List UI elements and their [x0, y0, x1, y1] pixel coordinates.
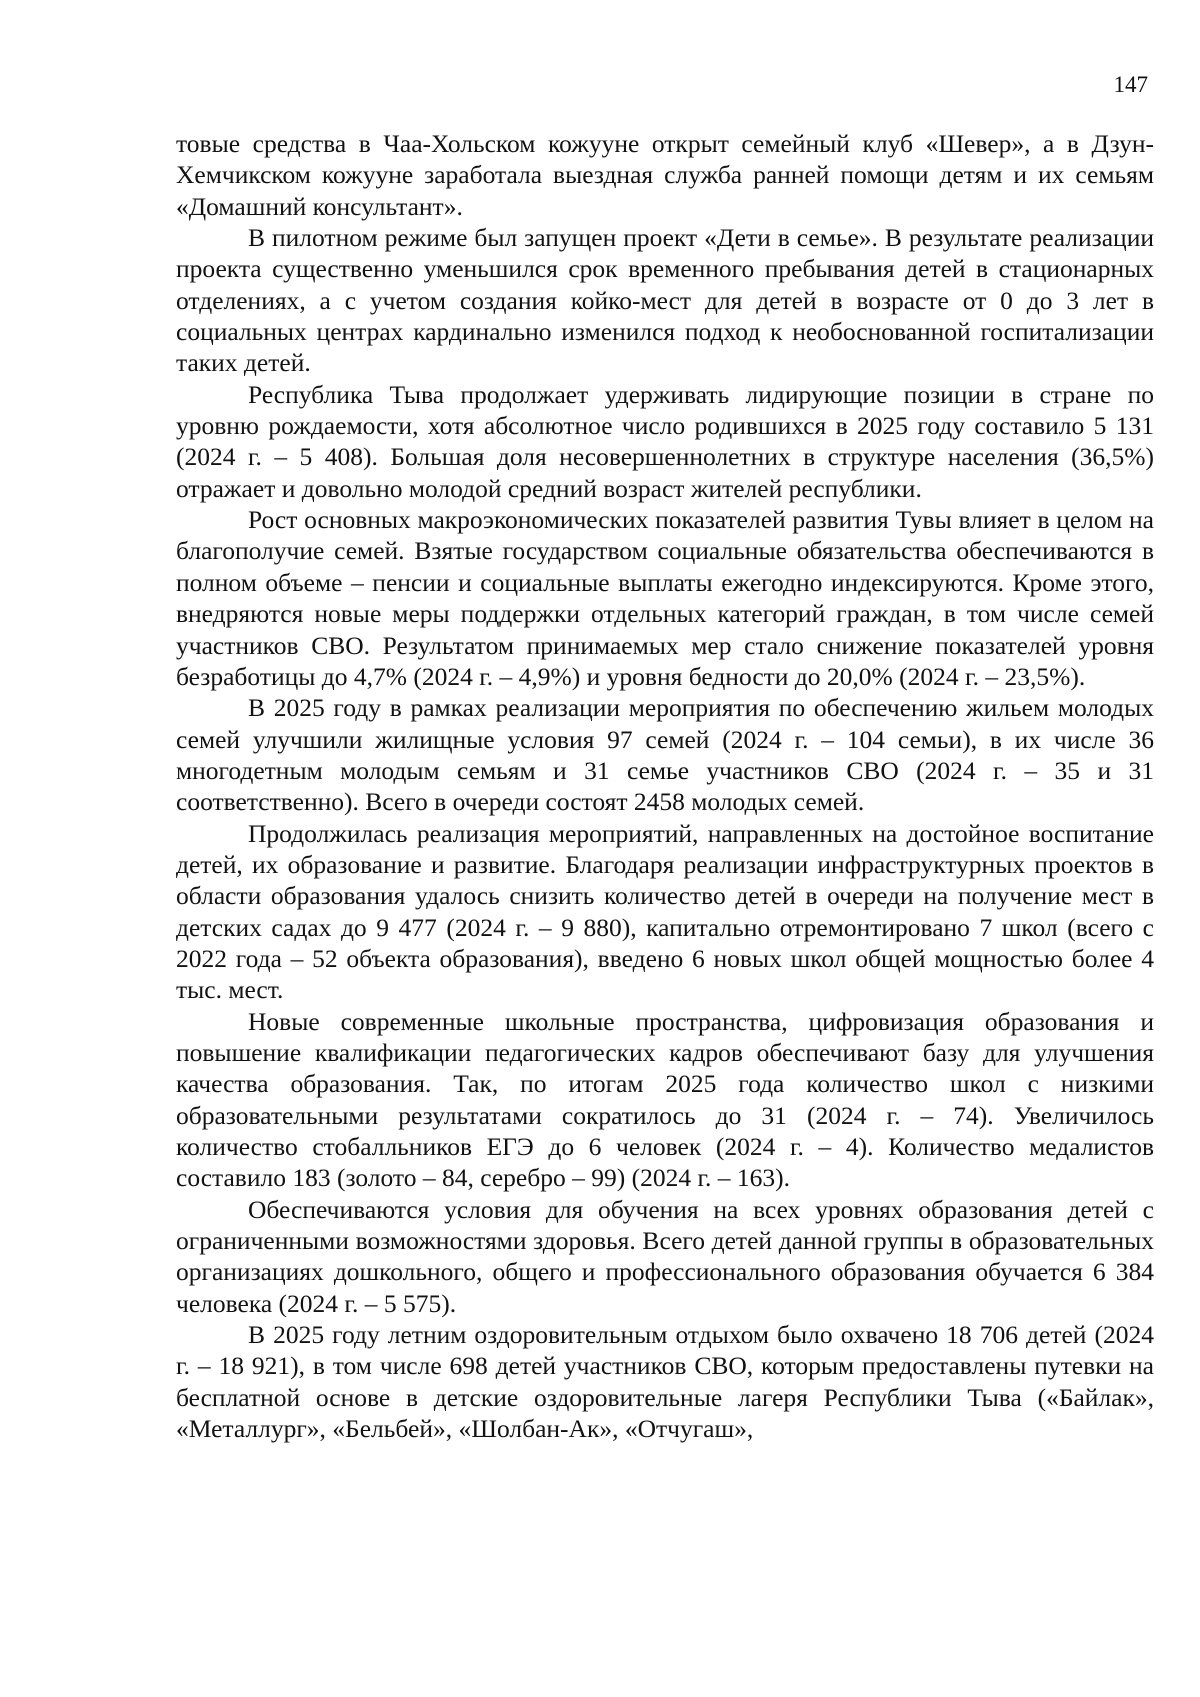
paragraph-summer-camps: В 2025 году летним оздоровительным отдыхом было охвачено 18 706 детей (2024 г. – 18 921), в том числе 698 детей участников СВО, которым предоставлены путевки на бесплатной основе в детские оздоровительные лагеря Республики Тыва («Байлак», «Металлург», «Бельбей», «Шолбан-Ак», «Отчугаш»,	[176, 1320, 1154, 1444]
paragraph-education-quality: Новые современные школьные пространства, цифровизация образования и повышение квалификации педагогических кадров обеспечивают базу для улучшения качества образования. Так, по итогам 2025 года количество школ с низкими образовательными результатами сократилось до 31 (2024 г. – 74). Увеличилось количество стобалльников ЕГЭ до 6 человек (2024 г. – 4). Количество медалистов составило 183 (золото – 84, серебро – 99) (2024 г. – 163).	[176, 1006, 1154, 1193]
paragraph-housing: В 2025 году в рамках реализации мероприятия по обеспечению жильем молодых семей улучшили жилищные условия 97 семей (2024 г. – 104 семьи), в их числе 36 многодетным молодым семьям и 31 семье участников СВО (2024 г. – 35 и 31 соответственно). Всего в очереди состоят 2458 молодых семей.	[176, 693, 1154, 817]
paragraph-disabilities: Обеспечиваются условия для обучения на всех уровнях образования детей с ограниченными возможностями здоровья. Всего детей данной группы в образовательных организациях дошкольного, общего и профессионального образования обучается 6 384 человека (2024 г. – 5 575).	[176, 1194, 1154, 1318]
body-text	[176, 128, 1154, 1444]
paragraph-continuation: товые средства в Чаа-Хольском кожууне открыт семейный клуб «Шевер», а в Дзун-Хемчикском кожууне заработала выездная служба ранней помощи детям и их семьям «Домашний консультант».	[176, 129, 1154, 221]
page-number: 147	[1113, 72, 1148, 97]
paragraph-macroeconomic: Рост основных макроэкономических показателей развития Тувы влияет в целом на благополучие семей. Взятые государством социальные обязательства обеспечиваются в полном объеме – пенсии и социальные выплаты ежегодно индексируются. Кроме этого, внедряются новые меры поддержки отдельных категорий граждан, в том числе семей участников СВО. Результатом принимаемых мер стало снижение показателей уровня безработицы до 4,7% (2024 г. – 4,9%) и уровня бедности до 20,0% (2024 г. – 23,5%).	[176, 505, 1154, 691]
paragraph-education-infrastructure: Продолжилась реализация мероприятий, направленных на достойное воспитание детей, их образование и развитие. Благодаря реализации инфраструктурных проектов в области образования удалось снизить количество детей в очереди на получение мест в детских садах до 9 477 (2024 г. – 9 880), капитально отремонтировано 7 школ (всего с 2022 года – 52 объекта образования), введено 6 новых школ общей мощностью более 4 тыс. мест.	[176, 818, 1154, 1005]
paragraph-pilot-project: В пилотном режиме был запущен проект «Дети в семье». В результате реализации проекта существенно уменьшился срок временного пребывания детей в стационарных отделениях, а с учетом создания койко-мест для детей в возрасте от 0 до 3 лет в социальных центрах кардинально изменился подход к необоснованной госпитализации таких детей.	[176, 223, 1154, 378]
paragraph-birth-rate: Республика Тыва продолжает удерживать лидирующие позиции в стране по уровню рождаемости, хотя абсолютное число родившихся в 2025 году составило 5 131 (2024 г. – 5 408). Большая доля несовершеннолетних в структуре населения (36,5%) отражает и довольно молодой средний возраст жителей республики.	[176, 379, 1154, 503]
